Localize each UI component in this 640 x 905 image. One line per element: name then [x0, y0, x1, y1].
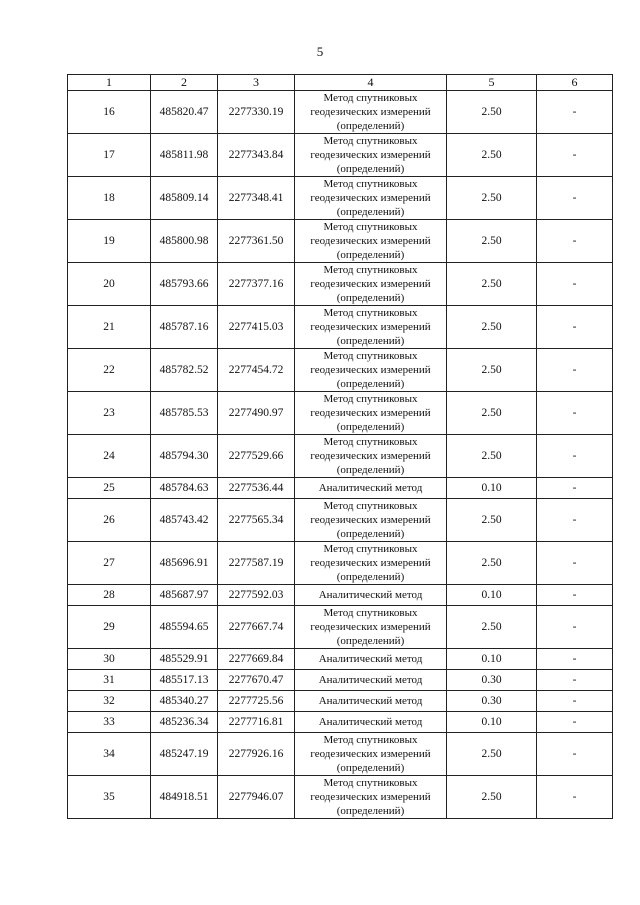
method-line: Метод спутниковых [323, 543, 418, 555]
method-line: (определений) [336, 378, 405, 390]
table-row [68, 776, 613, 819]
method-line: (определений) [336, 805, 405, 817]
x-coordinate-cell: 485784.63 [151, 478, 218, 499]
point-number-cell: 18 [68, 177, 151, 220]
method-cell [295, 733, 447, 776]
table-row [68, 263, 613, 306]
accuracy-cell: 2.50 [447, 134, 537, 177]
method-line: геодезических измерений [310, 621, 431, 633]
x-coordinate-cell: 485782.52 [151, 349, 218, 392]
accuracy-cell: 2.50 [447, 499, 537, 542]
table-row [68, 392, 613, 435]
y-coordinate-cell: 2277565.34 [218, 499, 295, 542]
y-coordinate-cell: 2277536.44 [218, 478, 295, 499]
accuracy-cell: 2.50 [447, 220, 537, 263]
table-body [68, 91, 613, 819]
method-line: Аналитический метод [318, 674, 423, 686]
accuracy-cell: 0.30 [447, 691, 537, 712]
method-cell [295, 177, 447, 220]
note-cell: - [537, 670, 613, 691]
method-cell [295, 392, 447, 435]
table-row [68, 349, 613, 392]
note-cell: - [537, 177, 613, 220]
y-coordinate-cell: 2277377.16 [218, 263, 295, 306]
table-row [68, 478, 613, 499]
page-number: 5 [316, 44, 324, 59]
method-cell [295, 499, 447, 542]
accuracy-cell: 2.50 [447, 392, 537, 435]
method-cell [295, 435, 447, 478]
table-row [68, 691, 613, 712]
method-line: геодезических измерений [310, 557, 431, 569]
method-line: (определений) [336, 292, 405, 304]
x-coordinate-cell: 485247.19 [151, 733, 218, 776]
method-cell [295, 478, 447, 499]
method-line: (определений) [336, 464, 405, 476]
y-coordinate-cell: 2277343.84 [218, 134, 295, 177]
table-row [68, 306, 613, 349]
method-line: (определений) [336, 635, 405, 647]
note-cell: - [537, 712, 613, 733]
point-number-cell: 21 [68, 306, 151, 349]
point-number-cell: 23 [68, 392, 151, 435]
method-line: Метод спутниковых [323, 436, 418, 448]
note-cell: - [537, 542, 613, 585]
method-line: Метод спутниковых [323, 178, 418, 190]
accuracy-cell: 2.50 [447, 306, 537, 349]
point-number-cell: 24 [68, 435, 151, 478]
column-header: 6 [537, 75, 613, 91]
x-coordinate-cell: 485594.65 [151, 606, 218, 649]
column-header: 5 [447, 75, 537, 91]
y-coordinate-cell: 2277330.19 [218, 91, 295, 134]
method-cell [295, 585, 447, 606]
table-row [68, 220, 613, 263]
method-line: Метод спутниковых [323, 92, 418, 104]
method-cell [295, 220, 447, 263]
point-number-cell: 25 [68, 478, 151, 499]
method-cell [295, 649, 447, 670]
method-line: (определений) [336, 571, 405, 583]
method-cell [295, 306, 447, 349]
accuracy-cell: 0.30 [447, 670, 537, 691]
method-cell [295, 670, 447, 691]
y-coordinate-cell: 2277361.50 [218, 220, 295, 263]
accuracy-cell: 2.50 [447, 91, 537, 134]
note-cell: - [537, 733, 613, 776]
x-coordinate-cell: 485800.98 [151, 220, 218, 263]
method-line: геодезических измерений [310, 321, 431, 333]
column-header: 2 [151, 75, 218, 91]
note-cell: - [537, 691, 613, 712]
accuracy-cell: 2.50 [447, 263, 537, 306]
note-cell: - [537, 134, 613, 177]
x-coordinate-cell: 485529.91 [151, 649, 218, 670]
table-row [68, 606, 613, 649]
y-coordinate-cell: 2277587.19 [218, 542, 295, 585]
method-line: (определений) [336, 335, 405, 347]
note-cell: - [537, 649, 613, 670]
method-line: Аналитический метод [318, 482, 423, 494]
method-line: геодезических измерений [310, 791, 431, 803]
point-number-cell: 29 [68, 606, 151, 649]
point-number-cell: 32 [68, 691, 151, 712]
accuracy-cell: 2.50 [447, 776, 537, 819]
table-row [68, 670, 613, 691]
table-row [68, 435, 613, 478]
note-cell: - [537, 306, 613, 349]
method-cell [295, 263, 447, 306]
y-coordinate-cell: 2277926.16 [218, 733, 295, 776]
y-coordinate-cell: 2277669.84 [218, 649, 295, 670]
method-line: геодезических измерений [310, 450, 431, 462]
x-coordinate-cell: 485811.98 [151, 134, 218, 177]
method-line: геодезических измерений [310, 748, 431, 760]
y-coordinate-cell: 2277725.56 [218, 691, 295, 712]
method-cell [295, 91, 447, 134]
method-line: Аналитический метод [318, 695, 423, 707]
y-coordinate-cell: 2277667.74 [218, 606, 295, 649]
y-coordinate-cell: 2277592.03 [218, 585, 295, 606]
column-header: 4 [295, 75, 447, 91]
y-coordinate-cell: 2277490.97 [218, 392, 295, 435]
method-line: Аналитический метод [318, 716, 423, 728]
x-coordinate-cell: 485787.16 [151, 306, 218, 349]
note-cell: - [537, 349, 613, 392]
method-line: Метод спутниковых [323, 500, 418, 512]
note-cell: - [537, 435, 613, 478]
table-row [68, 649, 613, 670]
method-line: геодезических измерений [310, 192, 431, 204]
y-coordinate-cell: 2277670.47 [218, 670, 295, 691]
point-number-cell: 20 [68, 263, 151, 306]
method-line: геодезических измерений [310, 364, 431, 376]
point-number-cell: 26 [68, 499, 151, 542]
method-line: Метод спутниковых [323, 393, 418, 405]
point-number-cell: 28 [68, 585, 151, 606]
point-number-cell: 17 [68, 134, 151, 177]
point-number-cell: 31 [68, 670, 151, 691]
note-cell: - [537, 606, 613, 649]
column-header: 3 [218, 75, 295, 91]
method-line: (определений) [336, 762, 405, 774]
column-header: 1 [68, 75, 151, 91]
note-cell: - [537, 263, 613, 306]
accuracy-cell: 0.10 [447, 649, 537, 670]
note-cell: - [537, 499, 613, 542]
method-cell [295, 776, 447, 819]
method-line: (определений) [336, 163, 405, 175]
accuracy-cell: 0.10 [447, 712, 537, 733]
method-line: Метод спутниковых [323, 264, 418, 276]
accuracy-cell: 2.50 [447, 542, 537, 585]
table-row [68, 733, 613, 776]
point-number-cell: 27 [68, 542, 151, 585]
y-coordinate-cell: 2277454.72 [218, 349, 295, 392]
note-cell: - [537, 220, 613, 263]
table-row [68, 134, 613, 177]
y-coordinate-cell: 2277529.66 [218, 435, 295, 478]
note-cell: - [537, 776, 613, 819]
table-header-row [68, 75, 613, 91]
point-number-cell: 35 [68, 776, 151, 819]
note-cell: - [537, 478, 613, 499]
x-coordinate-cell: 485820.47 [151, 91, 218, 134]
point-number-cell: 33 [68, 712, 151, 733]
accuracy-cell: 0.10 [447, 585, 537, 606]
method-line: геодезических измерений [310, 407, 431, 419]
accuracy-cell: 2.50 [447, 606, 537, 649]
method-cell [295, 134, 447, 177]
table-row [68, 712, 613, 733]
note-cell: - [537, 91, 613, 134]
method-line: Метод спутниковых [323, 307, 418, 319]
table-row [68, 177, 613, 220]
method-cell [295, 349, 447, 392]
x-coordinate-cell: 485794.30 [151, 435, 218, 478]
note-cell: - [537, 585, 613, 606]
method-line: Метод спутниковых [323, 350, 418, 362]
method-line: Аналитический метод [318, 653, 423, 665]
point-number-cell: 19 [68, 220, 151, 263]
note-cell: - [537, 392, 613, 435]
y-coordinate-cell: 2277415.03 [218, 306, 295, 349]
method-line: (определений) [336, 206, 405, 218]
method-line: Метод спутниковых [323, 607, 418, 619]
method-line: (определений) [336, 528, 405, 540]
method-line: (определений) [336, 421, 405, 433]
x-coordinate-cell: 485785.53 [151, 392, 218, 435]
point-number-cell: 30 [68, 649, 151, 670]
method-cell [295, 542, 447, 585]
accuracy-cell: 2.50 [447, 177, 537, 220]
table-row [68, 499, 613, 542]
x-coordinate-cell: 484918.51 [151, 776, 218, 819]
x-coordinate-cell: 485236.34 [151, 712, 218, 733]
accuracy-cell: 2.50 [447, 349, 537, 392]
x-coordinate-cell: 485743.42 [151, 499, 218, 542]
point-number-cell: 22 [68, 349, 151, 392]
x-coordinate-cell: 485793.66 [151, 263, 218, 306]
method-cell [295, 712, 447, 733]
method-line: Аналитический метод [318, 589, 423, 601]
method-line: Метод спутниковых [323, 777, 418, 789]
method-line: геодезических измерений [310, 235, 431, 247]
table-row [68, 585, 613, 606]
y-coordinate-cell: 2277348.41 [218, 177, 295, 220]
method-line: Метод спутниковых [323, 221, 418, 233]
method-line: геодезических измерений [310, 106, 431, 118]
x-coordinate-cell: 485809.14 [151, 177, 218, 220]
method-line: (определений) [336, 120, 405, 132]
accuracy-cell: 2.50 [447, 733, 537, 776]
x-coordinate-cell: 485696.91 [151, 542, 218, 585]
x-coordinate-cell: 485340.27 [151, 691, 218, 712]
method-line: геодезических измерений [310, 514, 431, 526]
x-coordinate-cell: 485687.97 [151, 585, 218, 606]
method-cell [295, 691, 447, 712]
coordinates-table [67, 74, 613, 819]
method-line: геодезических измерений [310, 149, 431, 161]
y-coordinate-cell: 2277946.07 [218, 776, 295, 819]
method-line: Метод спутниковых [323, 734, 418, 746]
accuracy-cell: 2.50 [447, 435, 537, 478]
method-cell [295, 606, 447, 649]
method-line: геодезических измерений [310, 278, 431, 290]
point-number-cell: 34 [68, 733, 151, 776]
method-line: Метод спутниковых [323, 135, 418, 147]
x-coordinate-cell: 485517.13 [151, 670, 218, 691]
point-number-cell: 16 [68, 91, 151, 134]
table-row [68, 542, 613, 585]
method-line: (определений) [336, 249, 405, 261]
y-coordinate-cell: 2277716.81 [218, 712, 295, 733]
accuracy-cell: 0.10 [447, 478, 537, 499]
table-row [68, 91, 613, 134]
